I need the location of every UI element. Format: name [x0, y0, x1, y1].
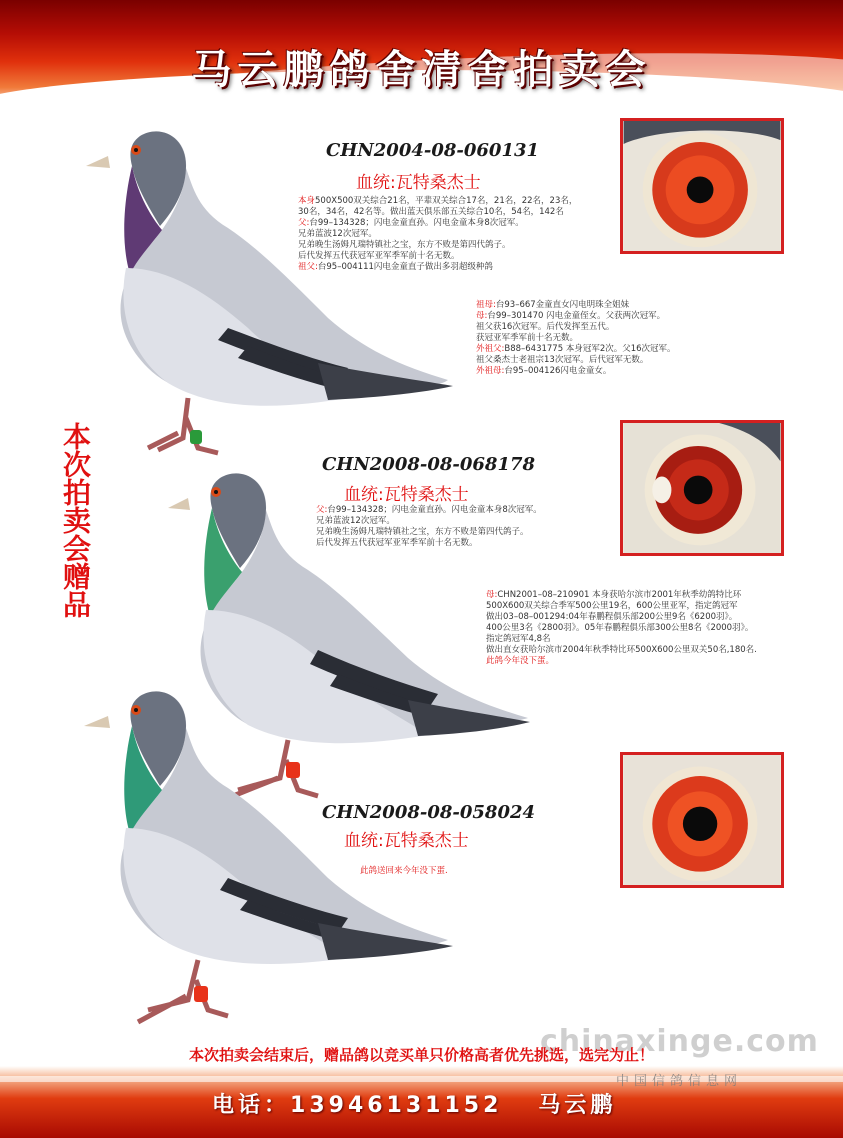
- info-line: 30名，34名，42名等。做出蓝天俱乐部五关综合10名，54名，142名: [298, 207, 564, 217]
- info-line: 400公里3名《2800羽》。05年春鹏程俱乐部300公里8名《2000羽》。: [486, 623, 754, 633]
- info-line: 祖父:台95–004111闪电金童直子做出多羽超级种鸽: [298, 262, 493, 272]
- pedigree-info-2a: [316, 505, 542, 549]
- info-line: 兄弟晚生汤姆凡瑞特镇社之宝，东方不败是第四代鸽子。: [298, 240, 511, 250]
- pigeon-photo-3: [78, 678, 458, 1038]
- eye-photo-1: [620, 118, 784, 254]
- info-line: 兄弟晚生汤姆凡瑞特镇社之宝，东方不败是第四代鸽子。: [316, 527, 529, 537]
- info-line: 此鸽送回来今年没下蛋.: [360, 866, 448, 876]
- info-line: 兄弟蓝波12次冠军。: [316, 516, 395, 526]
- info-line: 获冠亚军季军前十名无数。: [476, 333, 579, 343]
- info-line: 外祖父:B88–6431775 本身冠军2次。父16次冠军。: [476, 344, 676, 354]
- watermark: chinaxinge.com: [540, 1024, 819, 1059]
- bloodline-1: 血统:瓦特桑杰士: [356, 173, 481, 193]
- ring-id-1: CHN2004-08-060131: [326, 140, 540, 161]
- bloodline-3: 血统:瓦特桑杰士: [344, 831, 469, 851]
- ring-id-3: CHN2008-08-058024: [322, 802, 536, 823]
- info-line: 做出03–08–001294:04年春鹏程俱乐部200公里9名《6200羽》。: [486, 612, 738, 622]
- watermark-site-name: 中国信鸽信息网: [616, 1074, 743, 1089]
- info-line: 外祖母:台95–004126闪电金童女。: [476, 366, 612, 376]
- info-line: 做出直女获哈尔滨市2004年秋季特比环500X600公里双关50名,180名.: [486, 645, 757, 655]
- info-line: 后代发挥五代获冠军亚军季军前十名无数。: [298, 251, 460, 261]
- pedigree-info-2b: [486, 590, 757, 667]
- eye-photo-3: [620, 752, 784, 888]
- info-line: 母:台99–301470 闪电金童侄女。父获两次冠军。: [476, 311, 666, 321]
- page-title: 马云鹏鸽舍清舍拍卖会: [191, 46, 652, 93]
- info-line: 此鸽今年没下蛋。: [486, 656, 555, 666]
- contact-line: [212, 1088, 616, 1119]
- info-line: 指定鸽冠军4,8名: [486, 634, 551, 644]
- bloodline-2: 血统:瓦特桑杰士: [344, 485, 469, 505]
- gift-label: 本次拍卖会赠品: [59, 422, 92, 618]
- contact-name: 马云鹏: [538, 1093, 617, 1118]
- eye-photo-2: [620, 420, 784, 556]
- info-line: 父:台99–134328；闪电金童直孙。闪电金童本身8次冠军。: [298, 218, 524, 228]
- info-line: 父:台99–134328；闪电金童直孙。闪电金童本身8次冠军。: [316, 505, 542, 515]
- info-line: 500X600双关综合季军500公里19名，600公里亚军，指定鸽冠军: [486, 601, 738, 611]
- info-line: 祖父桑杰士老祖宗13次冠军。后代冠军无数。: [476, 355, 649, 365]
- phone-number[interactable]: 13946131152: [290, 1093, 503, 1118]
- pedigree-info-1a: [298, 196, 577, 273]
- ring-id-2: CHN2008-08-068178: [322, 454, 536, 475]
- info-line: 母:CHN2001–08–210901 本身获哈尔滨市2001年秋季幼鸽特比环: [486, 590, 742, 600]
- phone-label: 电话：: [212, 1093, 291, 1118]
- pedigree-note-3: [360, 866, 448, 877]
- info-line: 祖父获16次冠军。后代发挥至五代。: [476, 322, 615, 332]
- pedigree-info-1b: [476, 300, 676, 377]
- info-line: 本身500X500双关综合21名，平辈双关综合17名，21名，22名，23名，: [298, 196, 578, 206]
- info-line: 兄弟蓝波12次冠军。: [298, 229, 377, 239]
- info-line: 后代发挥五代获冠军亚军季军前十名无数。: [316, 538, 478, 548]
- auction-rule-note: 本次拍卖会结束后，赠品鸽以竞买单只价格高者优先挑选，选完为止！: [188, 1046, 654, 1064]
- info-line: 祖母:台93–667金童直女闪电明珠全姐妹: [476, 300, 630, 310]
